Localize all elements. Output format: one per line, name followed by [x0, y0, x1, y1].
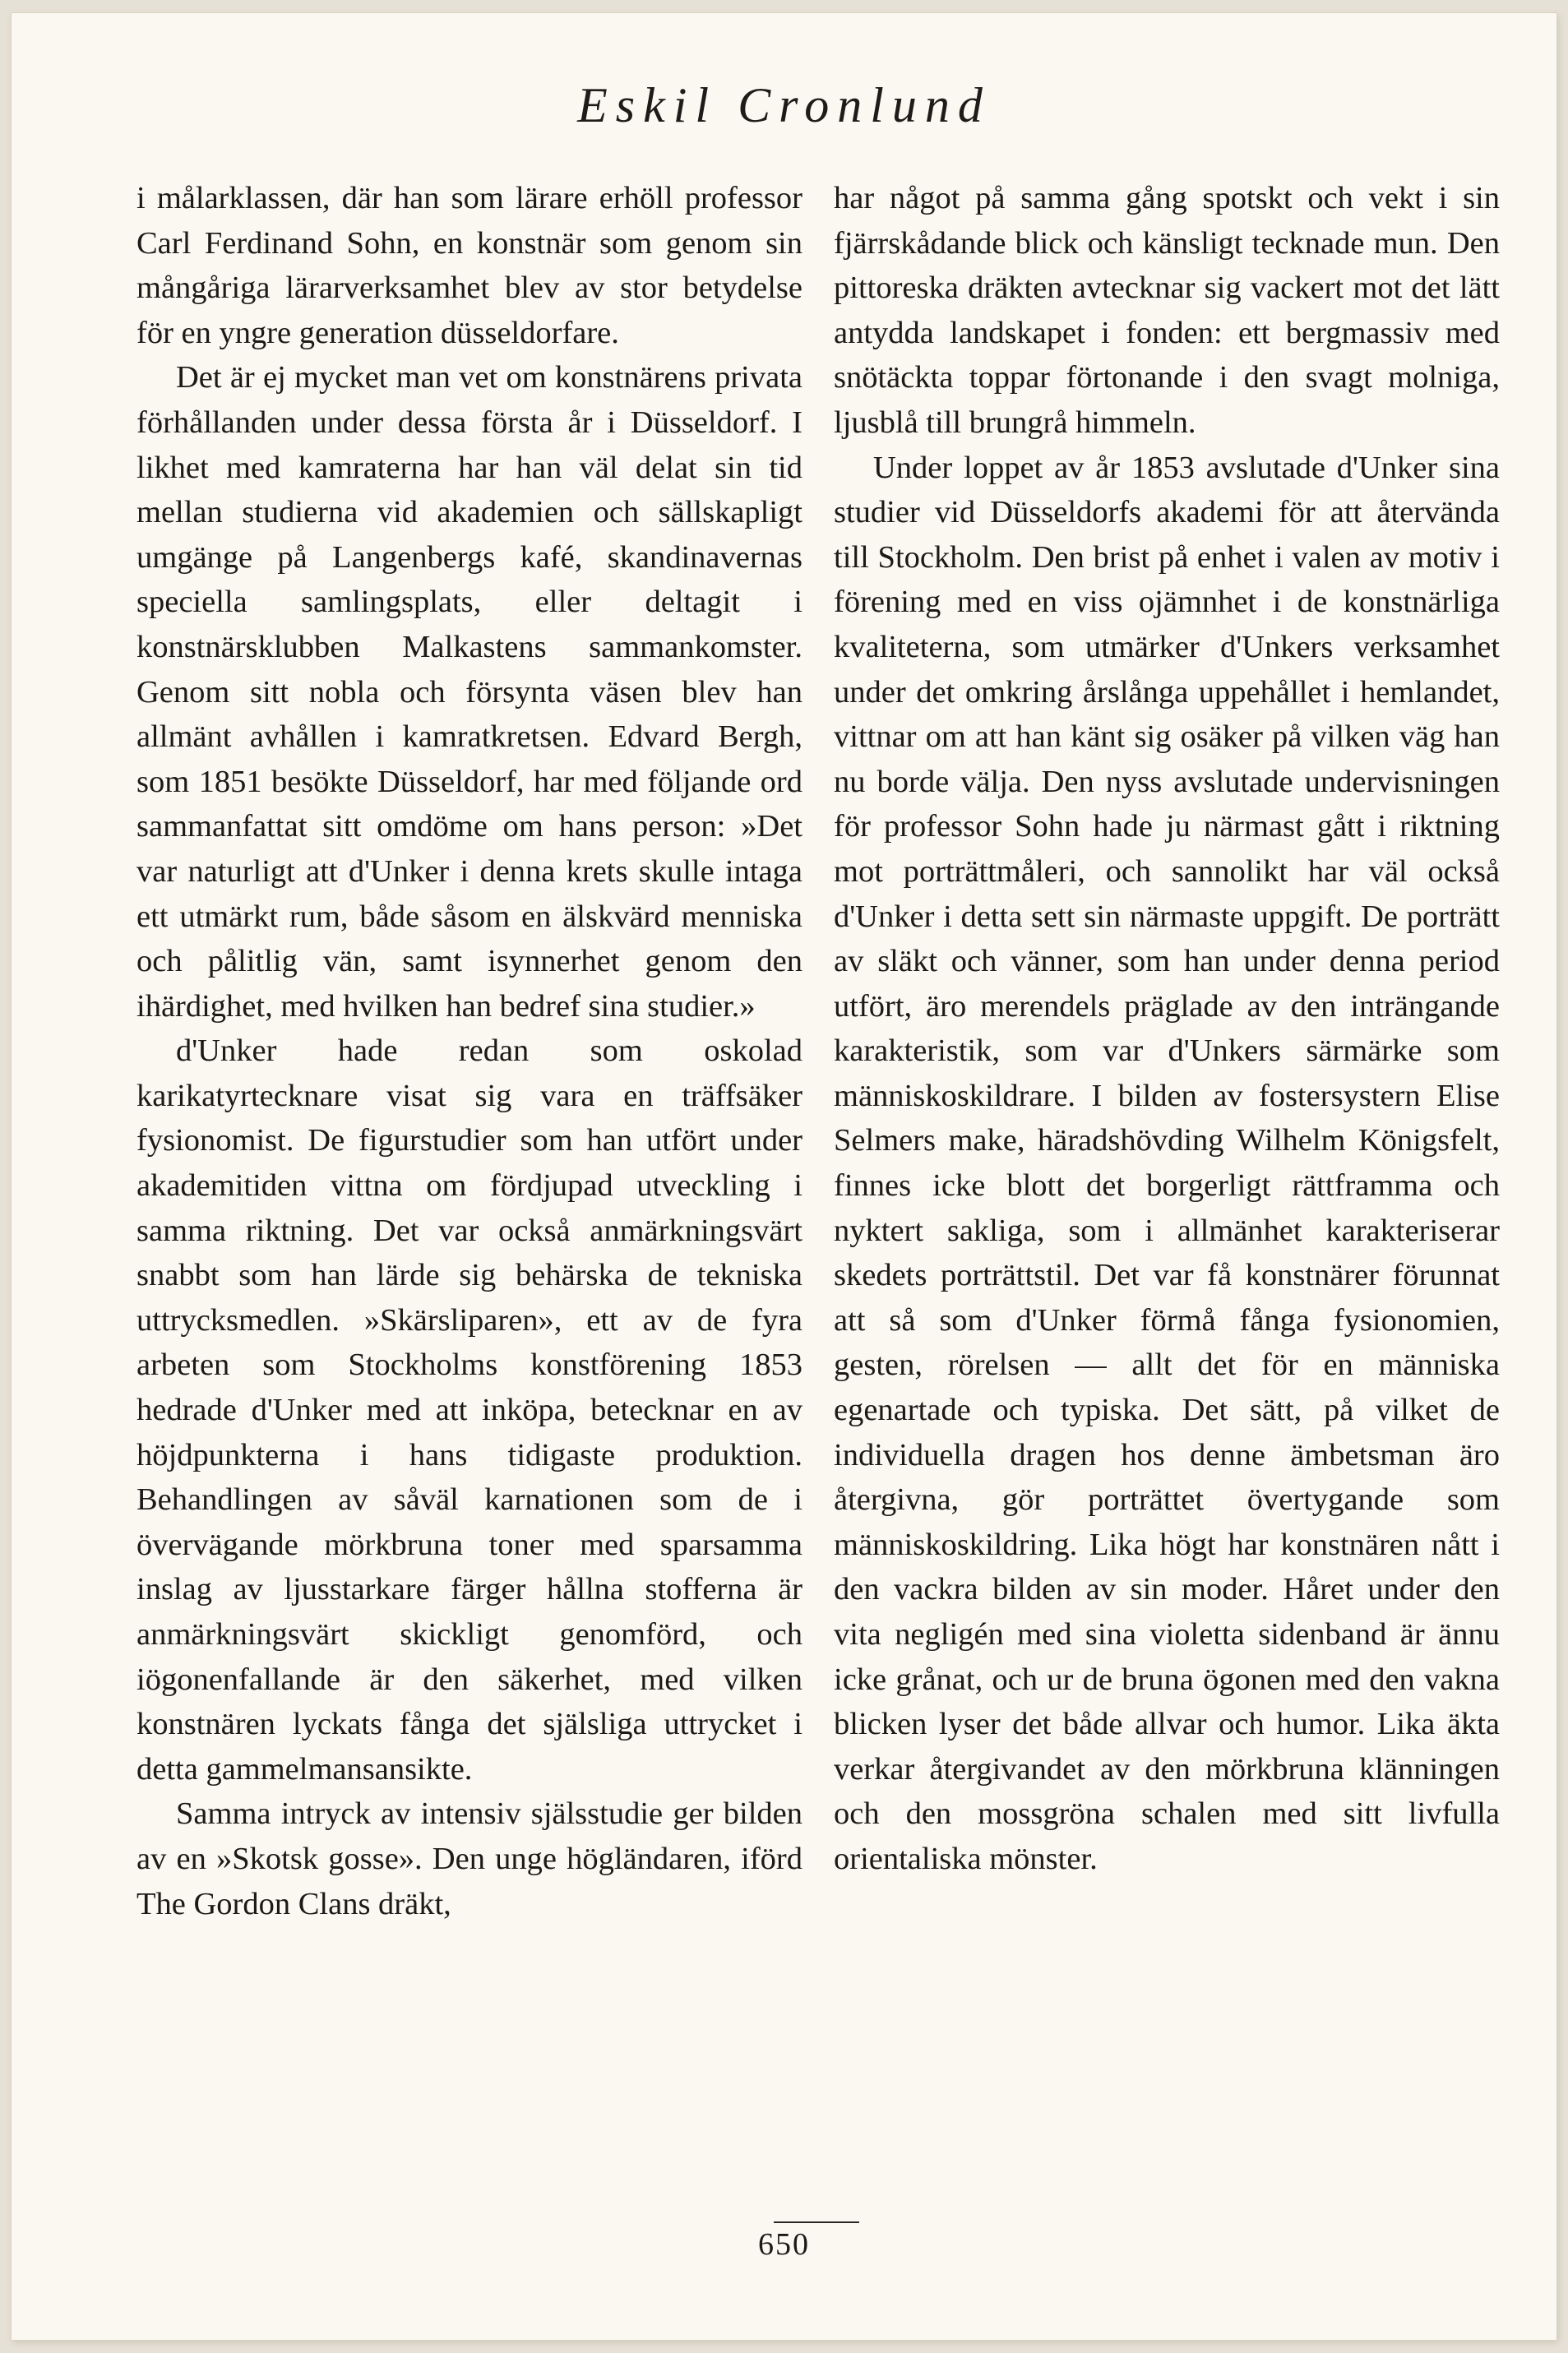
page-number: 650 [758, 2227, 810, 2262]
paragraph: Samma intryck av intensiv själsstudie ger bilden av en »Skotsk gosse». Den unge högländaren, iförd The Gordon Clans dräkt, [136, 1796, 803, 1921]
paragraph: har något på samma gång spotskt och vekt i sin fjärrskådande blick och känsligt tecknade mun. Den pittoreska dräkten avtecknar sig vackert mot det lätt antydda landskapet i fonden: ett bergmassiv med snötäckta toppar förtonande i den svagt molniga, ljusblå till brungrå himmeln. [834, 181, 1500, 440]
running-head: Eskil Cronlund [577, 78, 991, 132]
right-column [834, 176, 1500, 1882]
paragraph: i målarklassen, där han som lärare erhöll professor Carl Ferdinand Sohn, en konstnär som genom sin mångåriga lärarverksamhet blev av stor betydelse för en yngre generation düsseldorfare. [136, 181, 803, 350]
folio-rule [774, 2221, 859, 2223]
paragraph: d'Unker hade redan som oskolad karikatyrtecknare visat sig vara en träffsäker fysionomist. De figurstudier som han utfört under akademitiden vittna om fördjupad utveckling i samma riktning. Det var också anmärkningsvärt snabbt som han lärde sig behärska de tekniska uttrycksmedlen. »Skärsliparen», ett av de fyra arbeten som Stockholms konstförening 1853 hedrade d'Unker med att inköpa, betecknar en av höjdpunkterna i hans tidigaste produktion. Behandlingen av såväl karnationen som de i övervägande mörkbruna toner med sparsamma inslag av ljusstarkare färger hållna stofferna är anmärkningsvärt skickligt genomförd, och iögonenfallande är den säkerhet, med vilken konstnären lyckats fånga det själsliga uttrycket i detta gammelmansansikte. [136, 1033, 803, 1787]
book-page [12, 13, 1556, 2340]
paragraph: Det är ej mycket man vet om konstnärens privata förhållanden under dessa första år i Düsseldorf. I likhet med kamraterna har han väl delat sin tid mellan studierna vid akademien och sällskapligt umgänge på Langenbergs kafé, skandinavernas speciella samlingsplats, eller deltagit i konstnärsklubben Malkastens sammankomster. Genom sitt nobla och försynta väsen blev han allmänt avhållen i kamratkretsen. Edvard Bergh, som 1851 besökte Düsseldorf, har med följande ord sammanfattat sitt omdöme om hans person: »Det var naturligt att d'Unker i denna krets skulle intaga ett utmärkt rum, både såsom en älskvärd menniska och pålitlig vän, samt isynnerhet genom den ihärdighet, med hvilken han bedref sina studier.» [136, 360, 803, 1024]
paragraph: Under loppet av år 1853 avslutade d'Unker sina studier vid Düsseldorfs akademi för att återvända till Stockholm. Den brist på enhet i valen av motiv i förening med en viss ojämnhet i de konstnärliga kvaliteterna, som utmärker d'Unkers verksamhet under det omkring årslånga uppehållet i hemlandet, vittnar om att han känt sig osäker på vilken väg han nu borde välja. Den nyss avslutade undervisningen för professor Sohn hade ju närmast gått i riktning mot porträttmåleri, och sannolikt har väl också d'Unker i detta sett sin närmaste uppgift. De porträtt av släkt och vänner, som han under denna period utfört, äro merendels präglade av den inträngande karakteristik, som var d'Unkers särmärke som människoskildrare. I bilden av fostersystern Elise Selmers make, häradshövding Wilhelm Königsfelt, finnes icke blott det borgerligt rättframma och nyktert sakliga, som i allmänhet karakteriserar skedets porträttstil. Det var få konstnärer förunnat att så som d'Unker förmå fånga fysionomien, gesten, rörelsen — allt det för en människa egenartade och typiska. Det sätt, på vilket de individuella dragen hos denne ämbetsman äro återgivna, gör porträttet övertygande som människoskildring. Lika högt har konstnären nått i den vackra bilden av sin moder. Håret under den vita negligén med sina violetta sidenband är ännu icke grånat, och ur de bruna ögonen med den vakna blicken lyser det både allvar och humor. Lika äkta verkar återgivandet av den mörkbruna klänningen och den mossgröna schalen med sitt livfulla orientaliska mönster. [834, 450, 1500, 1876]
left-column [136, 176, 803, 1926]
